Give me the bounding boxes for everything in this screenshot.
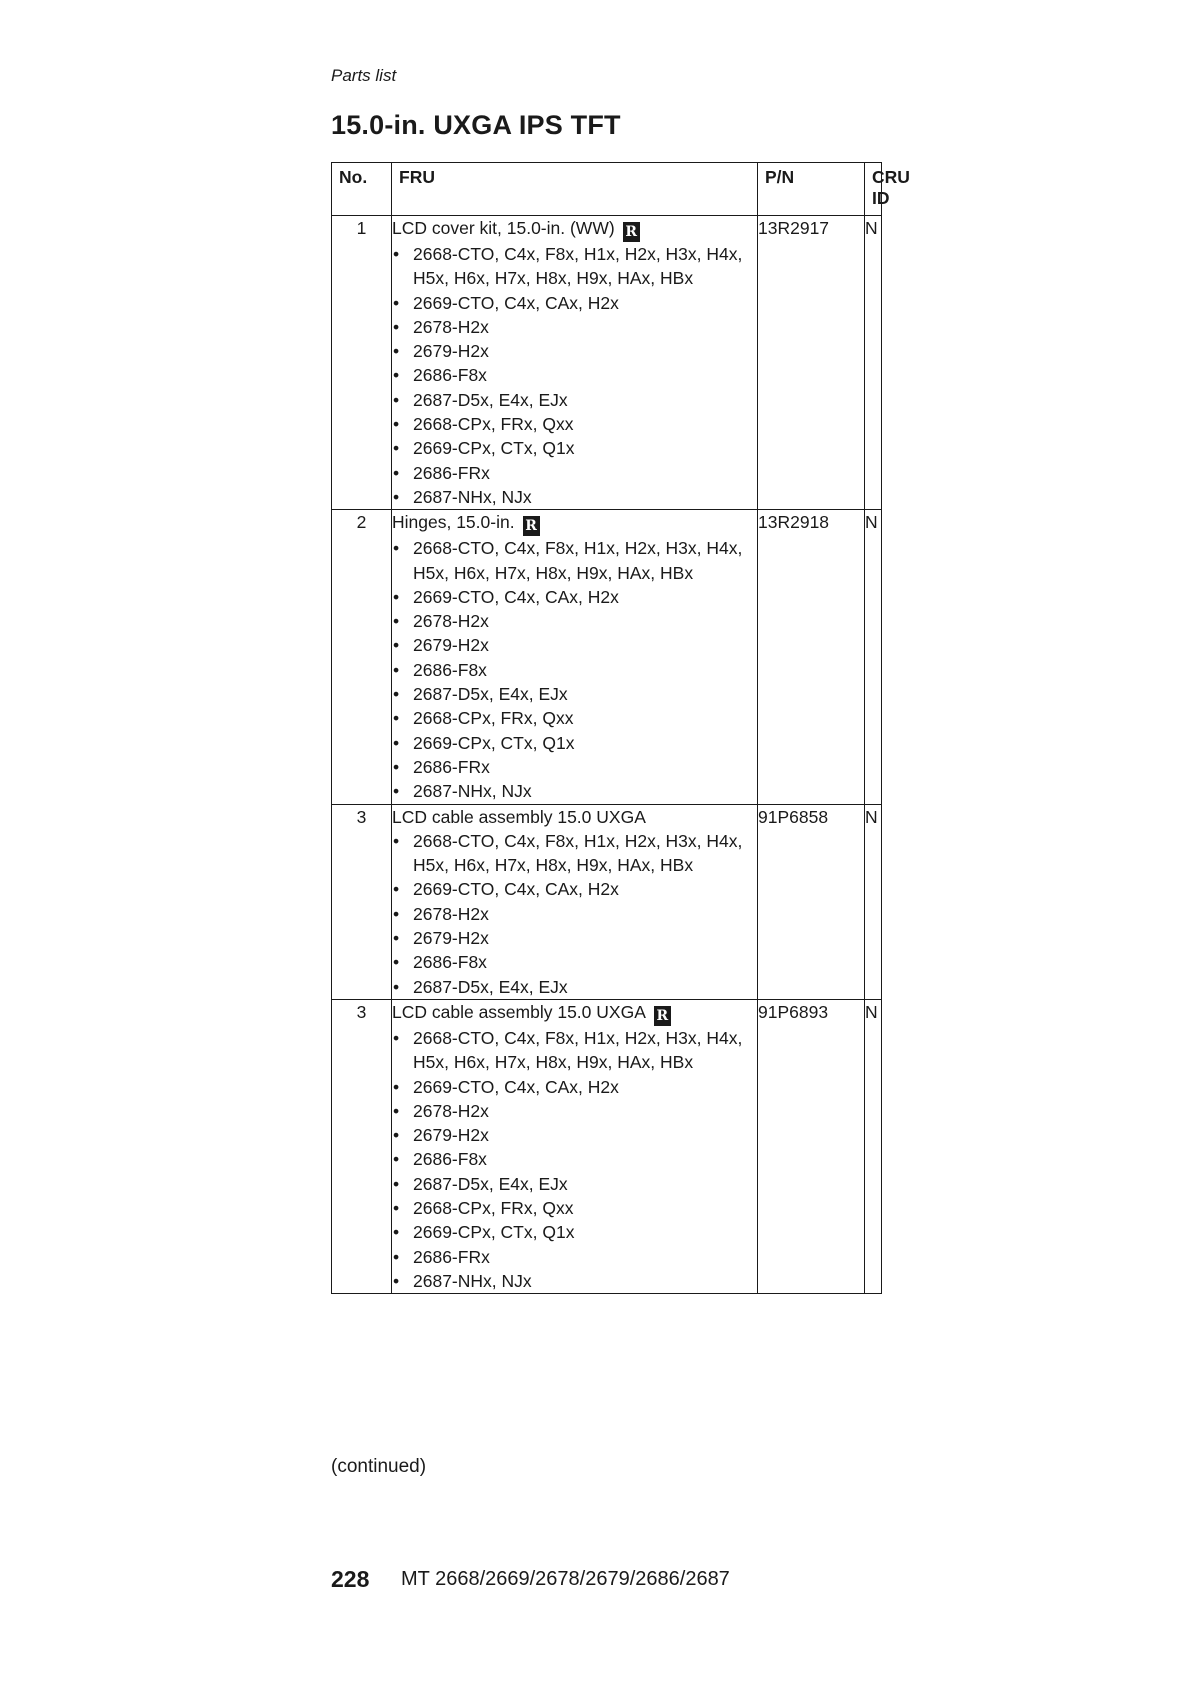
- model-list-item: • 2669-CPx, CTx, Q1x: [392, 436, 757, 460]
- model-list-item: • 2686-FRx: [392, 461, 757, 485]
- model-list-item: • 2669-CPx, CTx, Q1x: [392, 731, 757, 755]
- table-row: [332, 216, 882, 510]
- model-list-item: • 2687-D5x, E4x, EJx: [392, 975, 757, 999]
- model-list-item: • 2687-NHx, NJx: [392, 779, 757, 803]
- page-number: 228: [331, 1566, 370, 1592]
- model-list-item: • 2687-NHx, NJx: [392, 1269, 757, 1293]
- model-list-item: • 2679-H2x: [392, 926, 757, 950]
- column-header-pn: P/N: [758, 163, 865, 216]
- restricted-badge-icon: R: [523, 516, 540, 536]
- row-number: 3: [332, 999, 392, 1293]
- model-list-item: • 2669-CTO, C4x, CAx, H2x: [392, 585, 757, 609]
- footer-title: MT 2668/2669/2678/2679/2686/2687: [401, 1568, 730, 1590]
- running-head: Parts list: [331, 66, 397, 85]
- model-list-item: • 2669-CTO, C4x, CAx, H2x: [392, 1075, 757, 1099]
- part-number: 13R2918: [758, 510, 865, 804]
- model-list-item: • 2679-H2x: [392, 633, 757, 657]
- fru-description: LCD cable assembly 15.0 UXGA: [392, 1001, 646, 1022]
- table-row: [332, 999, 882, 1293]
- restricted-badge-icon: R: [654, 1006, 671, 1026]
- table-header: [332, 163, 910, 216]
- model-list: [392, 242, 757, 509]
- fru-description: Hinges, 15.0-in.: [392, 512, 515, 533]
- model-list-item: • 2678-H2x: [392, 1099, 757, 1123]
- model-list-item: • 2668-CPx, FRx, Qxx: [392, 412, 757, 436]
- table-row: [332, 804, 882, 999]
- column-header-fru: FRU: [392, 163, 758, 216]
- model-list-item: • 2669-CTO, C4x, CAx, H2x: [392, 291, 757, 315]
- fru-cell: [392, 804, 758, 999]
- fru-description: LCD cover kit, 15.0-in. (WW): [392, 218, 615, 238]
- section-title: 15.0-in. UXGA IPS TFT: [331, 110, 621, 140]
- model-list-item: • 2668-CPx, FRx, Qxx: [392, 706, 757, 730]
- part-number: 91P6893: [758, 999, 865, 1293]
- fru-cell: [392, 999, 758, 1293]
- part-number: 91P6858: [758, 804, 865, 999]
- model-list: [392, 829, 757, 999]
- row-number: 1: [332, 216, 392, 510]
- model-list-item: • 2686-F8x: [392, 950, 757, 974]
- model-list-item: • 2668-CTO, C4x, F8x, H1x, H2x, H3x, H4x, H5x, H6x, H7x, H8x, H9x, HAx, HBx: [392, 536, 757, 585]
- model-list-item: • 2686-F8x: [392, 658, 757, 682]
- cru-id: N: [865, 999, 882, 1293]
- model-list-item: • 2668-CTO, C4x, F8x, H1x, H2x, H3x, H4x, H5x, H6x, H7x, H8x, H9x, HAx, HBx: [392, 1026, 757, 1075]
- cru-id: N: [865, 216, 882, 510]
- model-list-item: • 2669-CPx, CTx, Q1x: [392, 1220, 757, 1244]
- model-list-item: • 2687-D5x, E4x, EJx: [392, 1172, 757, 1196]
- table-row: [332, 510, 882, 804]
- column-header-no: No.: [332, 163, 392, 216]
- fru-description: LCD cable assembly 15.0 UXGA: [392, 806, 646, 827]
- restricted-badge-icon: R: [623, 222, 640, 242]
- model-list-item: • 2678-H2x: [392, 902, 757, 926]
- model-list-item: • 2669-CTO, C4x, CAx, H2x: [392, 877, 757, 901]
- model-list: [392, 1026, 757, 1293]
- model-list-item: • 2679-H2x: [392, 339, 757, 363]
- table-body: [332, 216, 882, 1294]
- part-number: 13R2917: [758, 216, 865, 510]
- continued-note: (continued): [331, 1456, 427, 1477]
- model-list-item: • 2678-H2x: [392, 315, 757, 339]
- model-list-item: • 2687-D5x, E4x, EJx: [392, 388, 757, 412]
- model-list-item: • 2686-F8x: [392, 1147, 757, 1171]
- row-number: 2: [332, 510, 392, 804]
- model-list-item: • 2668-CTO, C4x, F8x, H1x, H2x, H3x, H4x, H5x, H6x, H7x, H8x, H9x, HAx, HBx: [392, 242, 757, 291]
- fru-cell: [392, 216, 758, 510]
- model-list-item: • 2686-FRx: [392, 755, 757, 779]
- model-list-item: • 2668-CTO, C4x, F8x, H1x, H2x, H3x, H4x, H5x, H6x, H7x, H8x, H9x, HAx, HBx: [392, 829, 757, 878]
- model-list-item: • 2686-FRx: [392, 1245, 757, 1269]
- model-list: [392, 536, 757, 803]
- model-list-item: • 2687-NHx, NJx: [392, 485, 757, 509]
- model-list-item: • 2668-CPx, FRx, Qxx: [392, 1196, 757, 1220]
- cru-id: N: [865, 804, 882, 999]
- parts-table: [331, 162, 910, 1294]
- model-list-item: • 2679-H2x: [392, 1123, 757, 1147]
- model-list-item: • 2678-H2x: [392, 609, 757, 633]
- cru-id: N: [865, 510, 882, 804]
- model-list-item: • 2687-D5x, E4x, EJx: [392, 682, 757, 706]
- fru-cell: [392, 510, 758, 804]
- model-list-item: • 2686-F8x: [392, 363, 757, 387]
- column-header-cru-id: CRU ID: [865, 163, 882, 216]
- row-number: 3: [332, 804, 392, 999]
- header-row: [332, 163, 882, 216]
